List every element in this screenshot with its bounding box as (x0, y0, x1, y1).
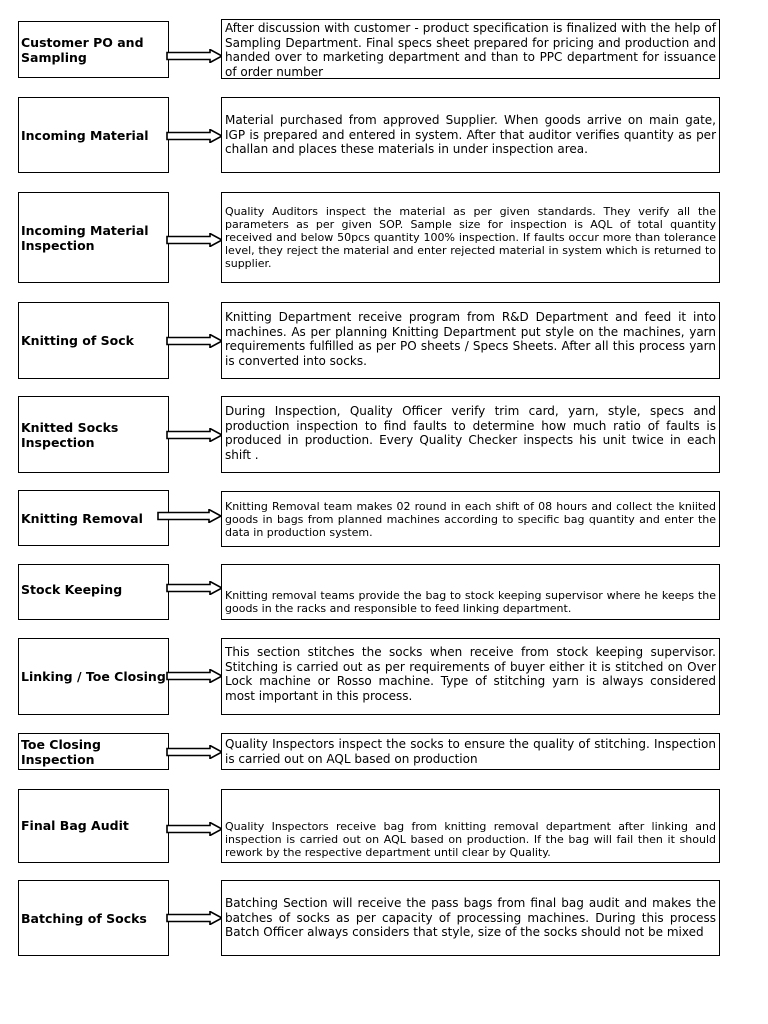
description-box-stock-keeping (221, 564, 720, 620)
stage-box-final-bag-audit (18, 789, 169, 863)
description-text: After discussion with customer - product specification is finalized with the help of Sampling Department. Final specs sheet prepared for pricing and production and handed over to marketing department and than to PPC department for issuance of order number (225, 21, 716, 79)
flow-arrow-icon (166, 334, 224, 348)
description-text: Quality Inspectors inspect the socks to ensure the quality of stitching. Inspection is carried out on AQL based on production (225, 737, 716, 766)
description-box-batching-of-socks (221, 880, 720, 956)
description-box-knitted-socks-inspection (221, 396, 720, 473)
stage-box-knitting-removal (18, 490, 169, 546)
description-text: This section stitches the socks when receive from stock keeping supervisor. Stitching is carried out as per requirements of buyer either it is stitched on Over Lock machine or Rosso machine. Type of stitching yarn is always considered most important in this process. (225, 645, 716, 703)
flow-arrow-icon (166, 129, 224, 143)
stage-box-knitted-socks-inspection (18, 396, 169, 473)
flow-arrow-icon (166, 581, 224, 595)
stage-box-stock-keeping (18, 564, 169, 620)
stage-box-batching-of-socks (18, 880, 169, 956)
description-box-linking-toe-closing (221, 638, 720, 715)
description-text: During Inspection, Quality Officer verify trim card, yarn, style, specs and production inspection to find faults to determine how much ratio of faults is produced in production. Every Quality Checker inspects his unit twice in each shift . (225, 404, 716, 462)
flow-arrow-icon (166, 428, 224, 442)
stage-box-toe-closing-inspection (18, 733, 169, 770)
stage-label: Stock Keeping (21, 582, 123, 597)
description-box-knitting-of-sock (221, 302, 720, 379)
stage-label: Incoming Material Inspection (21, 222, 149, 253)
stage-label: Knitted Socks Inspection (21, 419, 119, 450)
flow-arrow-icon (157, 509, 223, 523)
stage-label: Incoming Material (21, 127, 149, 143)
flow-arrow-icon (166, 233, 224, 247)
description-box-knitting-removal (221, 491, 720, 547)
flow-arrow-icon (166, 669, 224, 683)
description-text: Knitting Department receive program from R&D Department and feed it into machines. As per planning Knitting Department put style on the machines, yarn requirements fulfilled as per PO sheets / Specs Sheets. After all this process yarn is converted into socks. (225, 310, 716, 368)
description-text: Knitting removal teams provide the bag to stock keeping supervisor where he keeps the goods in the racks and responsible to feed linking department. (225, 589, 716, 615)
stage-label: Final Bag Audit (21, 818, 129, 833)
flow-arrow-icon (166, 49, 224, 63)
flow-arrow-icon (166, 822, 224, 836)
description-text: Quality Inspectors receive bag from knitting removal department after linking and inspection is carried out on AQL based on production. If the bag will fail then it should rework by the respective department until clear by Quality. (225, 820, 716, 859)
stage-box-incoming-material (18, 97, 169, 173)
stage-box-linking-toe-closing (18, 638, 169, 715)
description-box-incoming-material (221, 97, 720, 173)
stage-box-incoming-inspection (18, 192, 169, 283)
description-text: Batching Section will receive the pass bags from final bag audit and makes the batches of socks as per capacity of processing machines. During this process Batch Officer always considers that style, size of the socks should not be mixed (225, 896, 716, 939)
stage-label: Knitting of Sock (21, 333, 134, 348)
description-text: Knitting Removal team makes 02 round in each shift of 08 hours and collect the kniited goods in bags from planned machines according to specific bag quantity and enter the data in production system. (225, 499, 716, 539)
stage-label: Knitting Removal (21, 510, 143, 526)
stage-label: Batching of Socks (21, 910, 147, 926)
stage-label: Customer PO and Sampling (21, 34, 144, 65)
stage-label: Linking / Toe Closing (21, 669, 166, 684)
stage-box-customer-po (18, 21, 169, 78)
flow-arrow-icon (166, 911, 224, 925)
description-box-final-bag-audit (221, 789, 720, 863)
stage-label: Toe Closing Inspection (21, 736, 101, 767)
description-text: Material purchased from approved Supplier. When goods arrive on main gate, IGP is prepared and entered in system. After that auditor verifies quantity as per challan and places these materials in under inspection area. (225, 113, 716, 157)
description-text: Quality Auditors inspect the material as per given standards. They verify all the parameters as per given SOP. Sample size for inspection is AQL of total quantity received and below 50pcs quantity 100% inspection. If faults occur more than tolerance level, they reject the material and enter rejected material in system which is returned to supplier. (225, 205, 716, 270)
flow-arrow-icon (166, 745, 224, 759)
description-box-customer-po (221, 19, 720, 79)
description-box-toe-closing-inspection (221, 733, 720, 770)
description-box-incoming-inspection (221, 192, 720, 283)
stage-box-knitting-of-sock (18, 302, 169, 379)
